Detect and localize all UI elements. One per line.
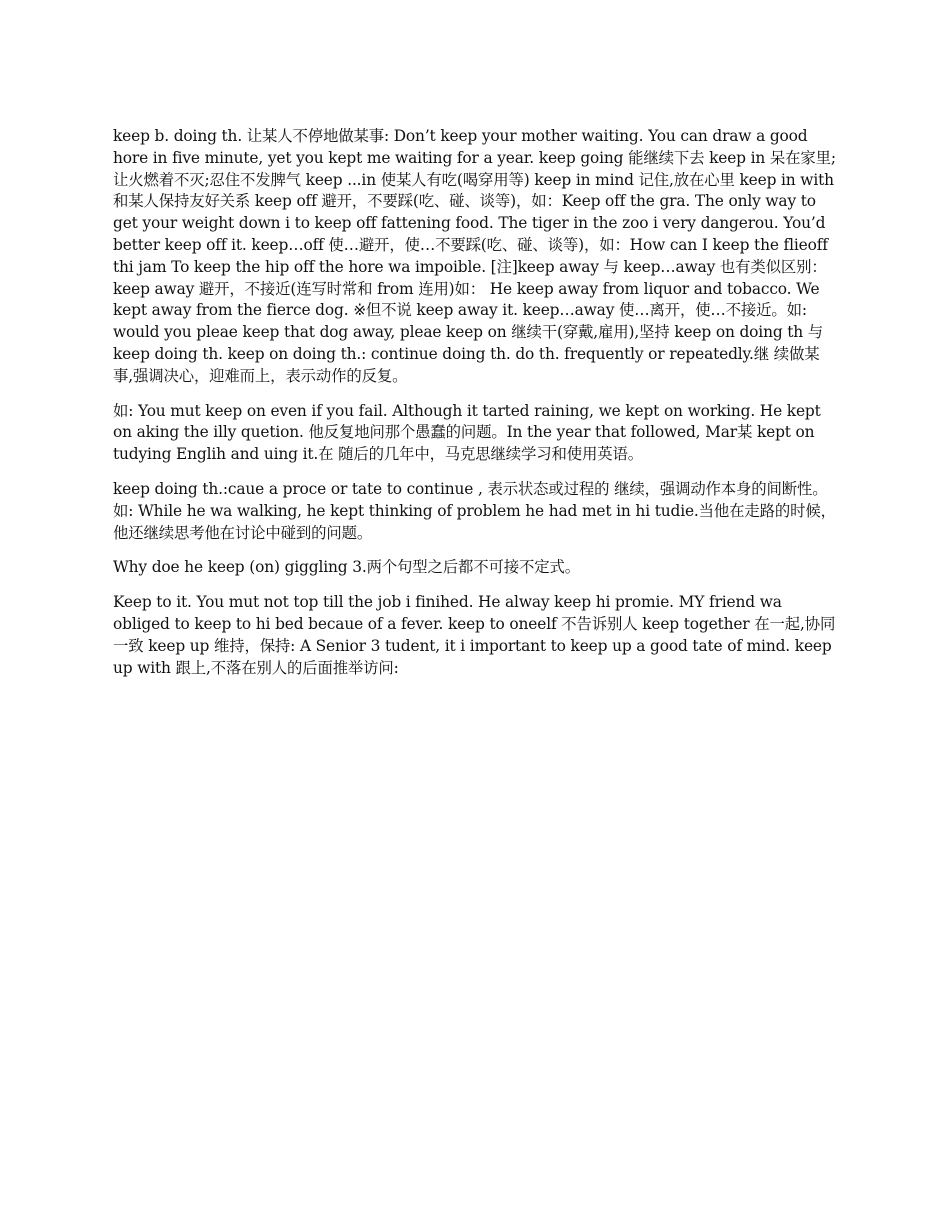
- document-page: [113, 126, 839, 692]
- paragraph-keep-usage: keep b. doing th. 让某人不停地做某事: Don’t keep your mother waiting. You can draw a good hore in five minute, yet you kept me waiting for a year. keep going 能继续下去 keep in 呆在家里;让火燃着不灭;忍住不发脾气 keep ...in 使某人有吃(喝穿用等) keep in mind 记住,放在心里 keep in with 和某人保持友好关系 keep off 避开，不要踩(吃、碰、谈等)，如：Keep off the gra. The only way to get your weight down i to keep off fattening food. The tiger in the zoo i very dangerou. You’d better keep off it. keep…off 使…避开，使…不要踩(吃、碰、谈等)，如：How can I keep the flieoff thi jam To keep the hip off the hore wa impoible. [注]keep away 与 keep…away 也有类似区别： keep away 避开，不接近(连写时常和 from 连用)如： He keep away from liquor and tobacco. We kept away from the fierce dog. ※但不说 keep away it. keep…away 使…离开，使…不接近。如: would you pleae keep that dog away, pleae keep on 继续干(穿戴,雇用),坚持 keep on doing th 与 keep doing th. keep on doing th.: continue doing th. do th. frequently or repeatedly.继 续做某事,强调决心，迎难而上，表示动作的反复。: [113, 127, 836, 385]
- paragraph-giggling-note: Why doe he keep (on) giggling 3.两个句型之后都不可接不定式。: [113, 558, 580, 577]
- paragraph-keep-doing: keep doing th.:caue a proce or tate to continue , 表示状态或过程的 继续，强调动作本身的间断性。如: While he wa walking, he kept thinking of problem he had met in hi tudie.当他在走路的时候，他还继续思考他在讨论中碰到的问题。: [113, 479, 836, 542]
- paragraph-keep-to: Keep to it. You mut not top till the job i finihed. He alway keep hi promie. MY friend wa obliged to keep to hi bed becaue of a fever. keep to oneelf 不告诉别人 keep together 在一起,协同一致 keep up 维持，保持: A Senior 3 tudent, it i important to keep up a good tate of mind. keep up with 跟上,不落在别人的后面推举访问:: [113, 593, 836, 677]
- paragraph-keep-on-examples: 如: You mut keep on even if you fail. Although it tarted raining, we kept on working. He kept on aking the illy quetion. 他反复地问那个愚蠢的问题。In the year that followed, Mar某 kept on tudying Englih and uing it.在 随后的几年中，马克思继续学习和使用英语。: [113, 401, 821, 464]
